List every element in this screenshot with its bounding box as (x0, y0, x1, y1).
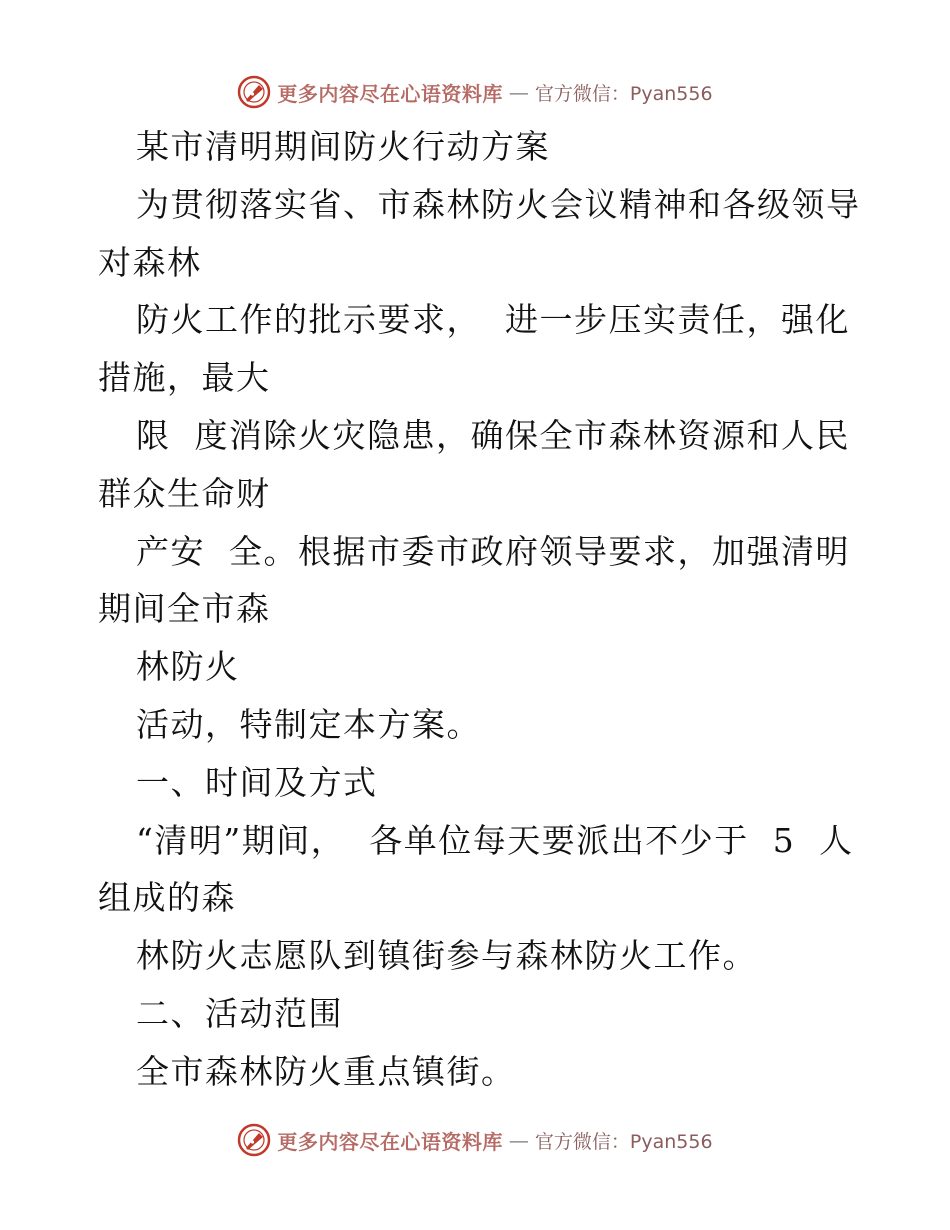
document-body (98, 118, 861, 1101)
text-line: 措施，最大 (98, 358, 271, 398)
header-banner (0, 72, 950, 112)
text-line: 林防火志愿队到镇街参与森林防火工作。 (136, 936, 757, 976)
text-line: 群众生命财 (98, 473, 271, 513)
text-line: 活动，特制定本方案。 (136, 704, 481, 744)
text-line: 限 度消除火灾隐患，确保全市森林资源和人民 (136, 415, 850, 455)
document-title: 某市清明期间防火行动方案 (136, 127, 550, 166)
text-line: 产安 全。根据市委市政府领导要求，加强清明 (136, 531, 850, 571)
banner-dash: — (508, 1128, 529, 1152)
text-line: 为贯彻落实省、市森林防火会议精神和各级领导 (136, 184, 861, 224)
banner-contact: 官方微信：Pyan556 (534, 1130, 713, 1153)
section-heading: 一、时间及方式 (136, 762, 378, 802)
pen-nib-logo-icon (237, 1123, 271, 1157)
text-line: “清明”期间， 各单位每天要派出不少于 5 人 (136, 820, 854, 860)
text-line: 全市森林防火重点镇街。 (136, 1051, 516, 1091)
banner-text: 更多内容尽在心语资料库 (277, 81, 503, 106)
text-line: 组成的森 (98, 878, 236, 918)
pen-nib-logo-icon (237, 75, 271, 109)
banner-contact: 官方微信：Pyan556 (534, 82, 713, 105)
banner-text: 更多内容尽在心语资料库 (277, 1129, 503, 1154)
text-line: 防火工作的批示要求， 进一步压实责任，强化 (136, 300, 850, 340)
text-line: 林防火 (136, 647, 240, 687)
banner-dash: — (508, 80, 529, 104)
section-heading: 二、活动范围 (136, 993, 343, 1033)
footer-banner (0, 1120, 950, 1160)
text-line: 对森林 (98, 242, 202, 282)
text-line: 期间全市森 (98, 589, 271, 629)
